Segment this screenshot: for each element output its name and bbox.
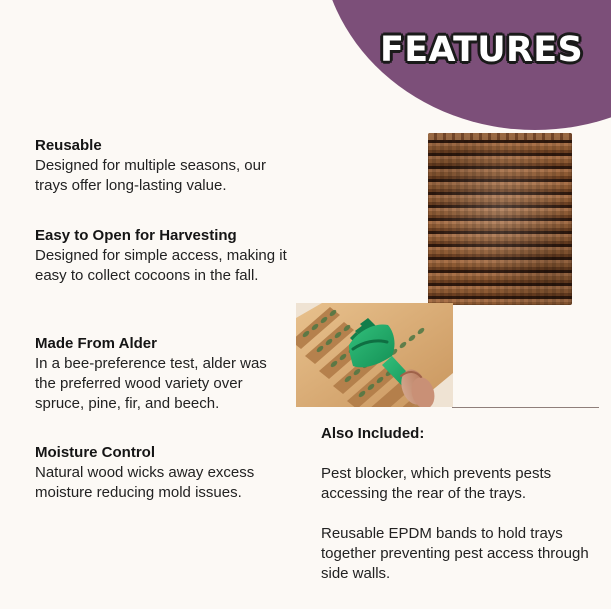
green-tool-on-open-tray-image [296,303,453,407]
feature-title: Easy to Open for Harvesting [35,227,237,244]
page-title: FEATURES [380,30,583,70]
feature-title: Moisture Control [35,444,155,461]
included-item: Pest blocker, which prevents pests accessing the rear of the trays. [321,465,552,502]
feature-description: Natural wood wicks away excess moisture reducing mold issues. [35,464,255,501]
also-included-section [321,424,591,584]
section-divider [452,407,599,408]
feature-made-from-alder [35,334,290,414]
feature-reusable [35,136,290,196]
feature-easy-harvesting [35,226,290,286]
feature-description: Designed for multiple seasons, our trays offer long-lasting value. [35,157,266,194]
stacked-wood-tray-image [428,133,572,305]
feature-description: Designed for simple access, making it easy to collect cocoons in the fall. [35,247,287,284]
feature-title: Made From Alder [35,335,157,352]
also-included-title: Also Included: [321,425,425,442]
feature-title: Reusable [35,137,102,154]
feature-description: In a bee-preference test, alder was the preferred wood variety over spruce, pine, fir, and beech. [35,355,267,412]
feature-moisture-control [35,443,290,503]
included-item: Reusable EPDM bands to hold trays together preventing pest access through side walls. [321,525,589,582]
